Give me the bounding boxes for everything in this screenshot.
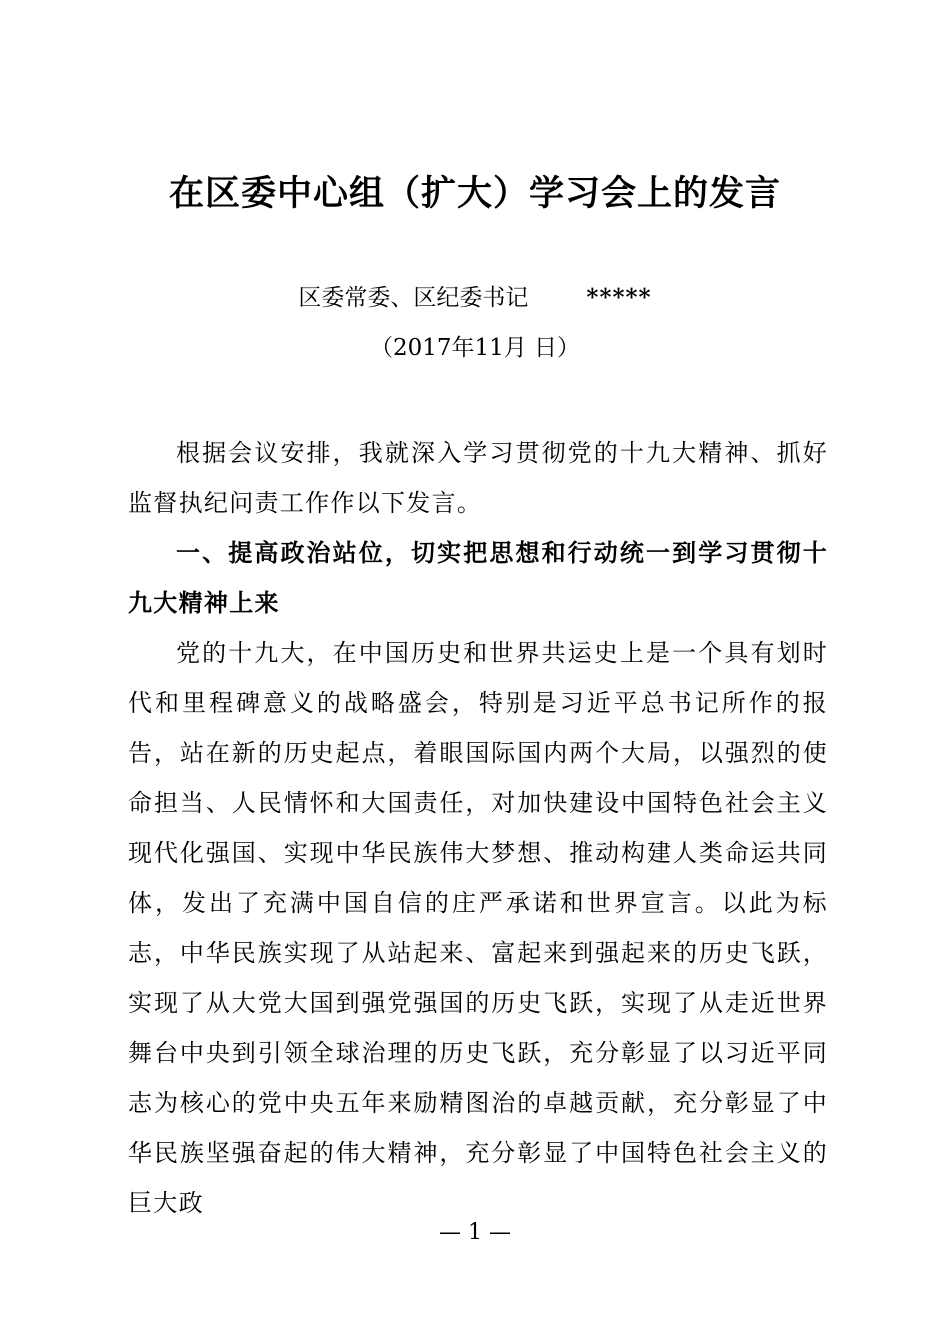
author-name: ***** (586, 284, 652, 311)
paragraph-intro: 根据会议安排，我就深入学习贯彻党的十九大精神、抓好监督执纪问责工作作以下发言。 (128, 439, 828, 517)
author-line (0, 280, 950, 316)
speech-date: （2017年11月 日） (369, 335, 581, 361)
document-title: 在区委中心组（扩大）学习会上的发言 (168, 174, 781, 214)
author-role: 区委常委、区纪委书记 (298, 285, 529, 311)
paragraph-body: 党的十九大，在中国历史和世界共运史上是一个具有划时代和里程碑意义的战略盛会，特别是习近平总书记所作的报告，站在新的历史起点，着眼国际国内两个大局，以强烈的使命担当、人民情怀和大国责任，对加快建设中国特色社会主义现代化强国、实现中华民族伟大梦想、推动构建人类命运共同体，发出了充满中国自信的庄严承诺和世界宣言。以此为标志，中华民族实现了从站起来、富起来到强起来的历史飞跃，实现了从大党大国到强党强国的历史飞跃，实现了从走近世界舞台中央到引领全球治理的历史飞跃，充分彰显了以习近平同志为核心的党中央五年来励精图治的卓越贡献，充分彰显了中华民族坚强奋起的伟大精神，充分彰显了中国特色社会主义的巨大政 (128, 639, 828, 1217)
document-body (128, 428, 828, 1228)
page-number: — 1 — (439, 1220, 511, 1245)
section-heading-1: 一、提高政治站位，切实把思想和行动统一到学习贯彻十九大精神上来 (128, 539, 828, 617)
